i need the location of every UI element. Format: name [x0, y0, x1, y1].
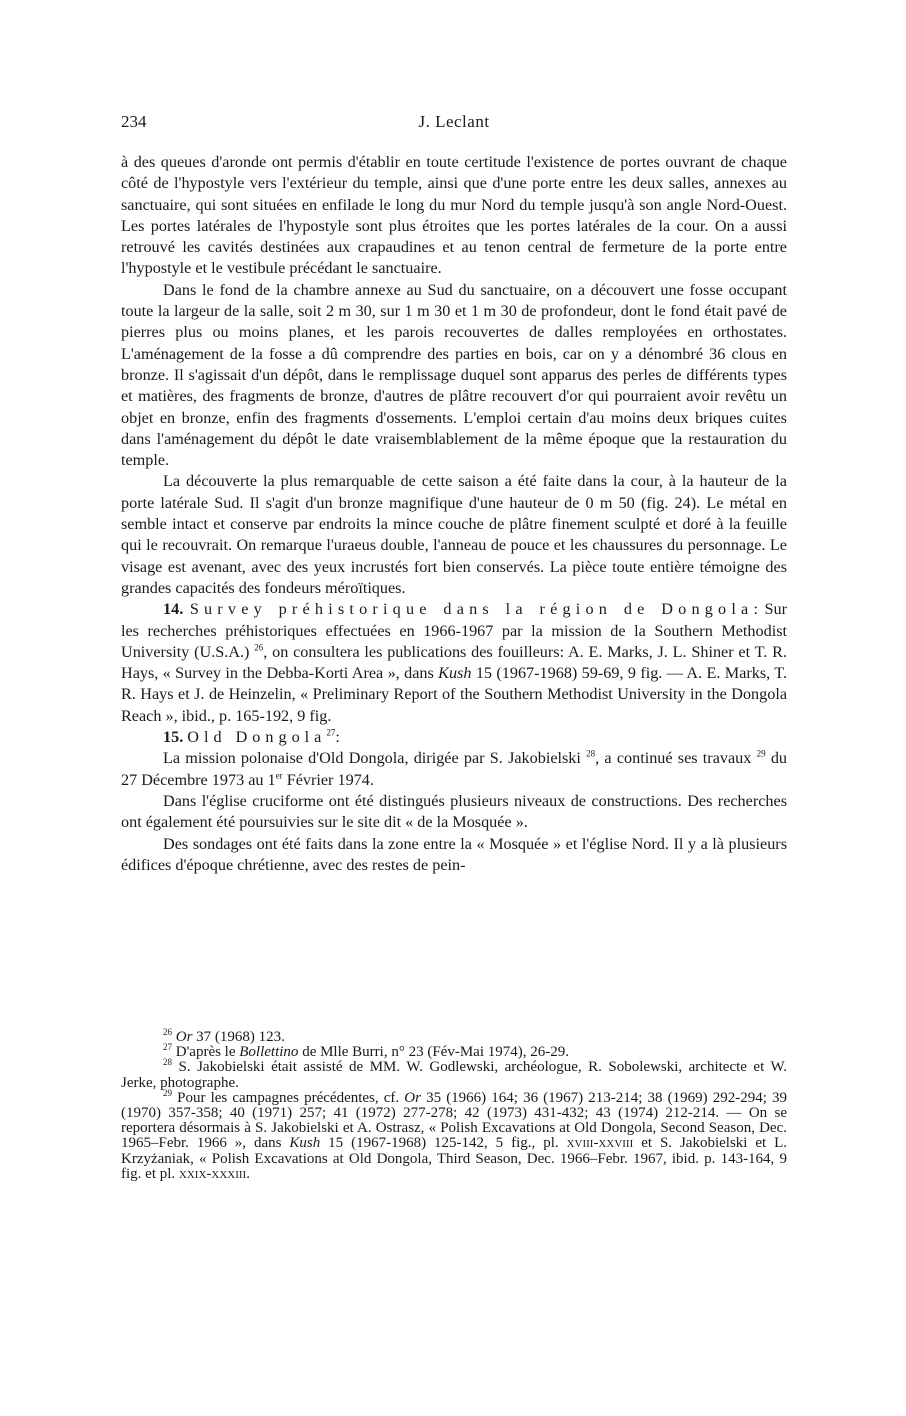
footnote-ref[interactable]: 27	[326, 727, 336, 738]
journal-title: Kush	[289, 1135, 321, 1152]
section-title: Old Dongola	[187, 728, 327, 747]
body-text	[121, 152, 787, 876]
footnote-26	[121, 1027, 787, 1045]
footnote-text: S. Jakobielski était assisté de MM. W. Godlewski, archéologue, R. Sobolewski, architecte et W. Jerke, photographe.	[121, 1059, 788, 1091]
section-number: 15.	[163, 728, 184, 747]
journal-title: Or	[175, 1029, 193, 1045]
section-text: : Sur les recherches préhistoriques effectuées en 1966-1967 par la mission de la Southern Methodist University (U.S.A.)	[121, 600, 787, 661]
footnote-text: de Mlle Burri, n° 23 (Fév-Mai 1974), 26-29.	[302, 1044, 569, 1061]
footnote-text: 35 (1966) 164; 36 (1967) 213-214; 38 (1969) 292-294; 39 (1970) 357-358; 40 (1971) 257; 41 (1972) 277-278; 42 (1973) 431-432; 43 (1974) 212-214. — On se reportera désormais à S. Jakobielski et A. Ostrasz, « Polish Excavations at Old Dongola, Second Season, Dec. 1965–Febr. 1966 », dans	[121, 1089, 788, 1152]
paragraph-text: La mission polonaise d'Old Dongola, dirigée par S. Jakobielski	[163, 749, 581, 768]
paragraph-text: du 27 Décembre 1973 au 1	[121, 749, 788, 789]
section-title: Survey préhistorique dans la région de Dongola	[189, 600, 754, 619]
section-text: , on consultera les publications des fouilleurs: A. E. Marks, J. L. Shiner et T. R. Hays, « Survey in the Debba-Korti Area », dans	[121, 642, 787, 683]
paragraph: Des sondages ont été faits dans la zone entre la « Mosquée » et l'église Nord. Il y a là plusieurs édifices d'époque chrétienne, avec des restes de pein-	[121, 834, 787, 874]
running-head: J. Leclant	[418, 112, 490, 131]
paragraph: à des queues d'aronde ont permis d'établir en toute certitude l'existence de portes ouvrant de chaque côté de l'hypostyle vers l'extérieur du temple, ainsi que d'une porte entre les deux salles, annexes au sanctuaire, qui sont situées en enfilade le long du mur Nord du temple jusqu'à son angle Nord-Ouest. Les portes latérales de l'hypostyle sont plus étroites que les portes latérales de la cour. On a aussi retrouvé les cavités destinées aux crapaudines et au tenon central de fermeture de la porte entre l'hypostyle et le vestibule précédant le sanctuaire.	[121, 153, 787, 278]
footnotes	[121, 1027, 788, 1182]
footnote-text: et S. Jakobielski et L. Krzyżaniak, « Polish Excavations at Old Dongola, Third Season, Dec. 1966–Febr. 1967, ibid. p. 143-164, 9 fig. et pl.	[121, 1135, 788, 1182]
page-number: 234	[121, 112, 147, 131]
journal-title: Or	[404, 1089, 421, 1106]
footnote-ref[interactable]: 29	[756, 748, 766, 759]
page-header	[121, 112, 787, 138]
footnote-text: D'après le	[175, 1044, 236, 1061]
footnote-number: 28	[163, 1057, 172, 1068]
footnote-text: 37 (1968) 123.	[196, 1029, 285, 1045]
section-number: 14.	[163, 600, 184, 619]
footnote-ref[interactable]: 28	[586, 748, 596, 759]
paragraph: Dans l'église cruciforme ont été distingués plusieurs niveaux de constructions. Des recherches ont également été poursuivies sur le site dit « de la Mosquée ».	[121, 791, 787, 832]
footnote-text: Pour les campagnes précédentes, cf.	[177, 1089, 400, 1106]
section-15	[121, 727, 787, 748]
section-text: 15 (1967-1968) 59-69, 9 fig. — A. E. Marks, T. R. Hays et J. de Heinzelin, « Preliminary Report of the Southern Methodist University in the Dongola Reach », ibid., p. 165-192, 9 fig.	[121, 664, 788, 725]
paragraph: Dans le fond de la chambre annexe au Sud du sanctuaire, on a découvert une fosse occupant toute la largeur de la salle, soit 2 m 30, sur 1 m 30 et 1 m 30 de profondeur, dont le fond était pavé de pierres plus ou moins planes, et les parois recouvertes de dalles remployées en orthostates. L'aménagement de la fosse a dû comprendre des parties en bois, car on y a dénombré 36 clous en bronze. Il s'agissait d'un dépôt, dans le remplissage duquel sont apparus des perles de différents types et matières, des fragments de bronze, d'autres de plâtre recouvert d'or qui pourraient avoir revêtu un objet en bronze, enfin des fragments d'ossements. L'emploi certain d'au moins deux briques cuites dans l'aménagement du dépôt le date vraisemblablement de la même époque que la restauration du temple.	[121, 280, 787, 470]
paragraph-text: Février 1974.	[286, 770, 374, 789]
section-14	[121, 599, 787, 727]
journal-title: Bollettino	[239, 1044, 299, 1061]
footnote-number: 26	[163, 1027, 172, 1037]
footnote-number: 29	[163, 1087, 172, 1098]
footnote-number: 27	[163, 1042, 172, 1053]
footnote-29	[121, 1087, 788, 1182]
plate-range: xviii-xxviii	[566, 1135, 634, 1152]
plate-range: xxix-xxxiii.	[178, 1165, 250, 1182]
footnote-text: 15 (1967-1968) 125-142, 5 fig., pl.	[328, 1135, 559, 1152]
page	[121, 112, 787, 876]
footnote-28	[121, 1057, 788, 1091]
footnote-ref[interactable]: 26	[254, 642, 264, 653]
paragraph-text: , a continué ses travaux	[595, 749, 752, 768]
paragraph	[121, 748, 787, 791]
ordinal-suffix: er	[275, 770, 283, 781]
paragraph: La découverte la plus remarquable de cette saison a été faite dans la cour, à la hauteur de la porte latérale Sud. Il s'agit d'un bronze magnifique d'une hauteur de 0 m 50 (fig. 24). Le métal en semble intact et conserve par endroits la mince couche de plâtre finement sculpté et doré à la feuille qui le recouvrait. On remarque l'uraeus double, l'anneau de pouce et les chaussures du personnage. Le visage est avenant, avec des yeux incrustés fort bien conservés. La pièce toute entière témoigne des grandes capacités des fondeurs méroïtiques.	[121, 472, 787, 597]
section-colon: :	[335, 728, 340, 747]
journal-title: Kush	[438, 664, 472, 683]
